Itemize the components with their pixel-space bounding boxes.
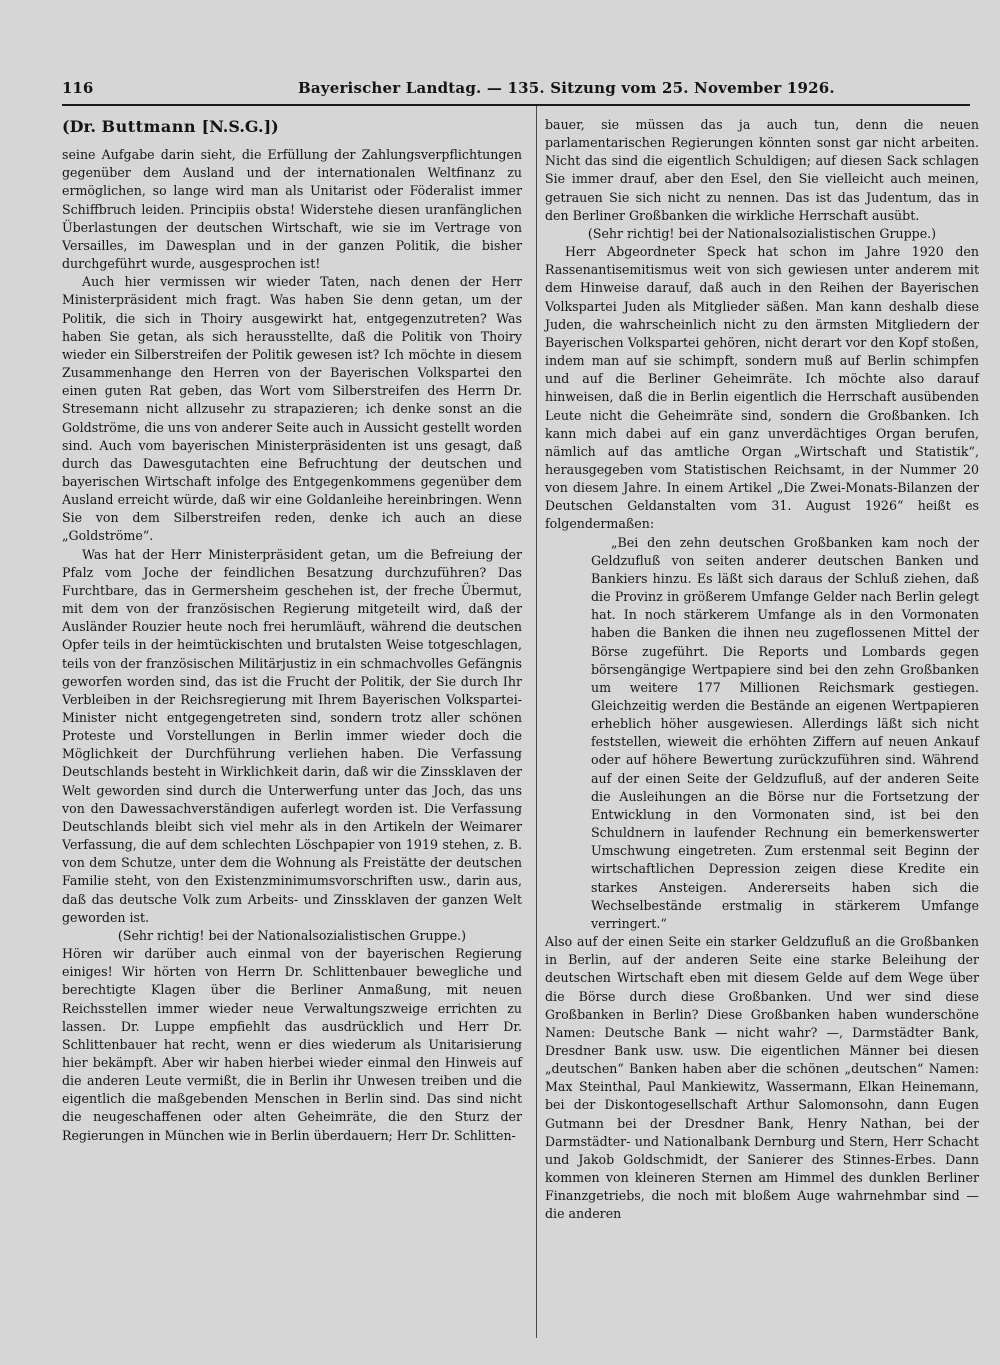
- interjection: (Sehr richtig! bei der Nationalsozialistischen Gruppe.): [587, 225, 937, 241]
- speaker-party: [N.S.G.]): [196, 117, 279, 136]
- paragraph: bauer, sie müssen das ja auch tun, denn die neuen parlamentarischen Regierungen könnten sonst gar nicht arbeiten. Nicht das sind die eigentlich Schuldigen; auf diesen Sack schlagen Sie immer drauf, aber den Esel, den Sie vielleicht auch meinen, getrauen Sie sich nicht zu nennen. Das ist das Judentum, das in den Berliner Großbanken die wirkliche Herrschaft ausübt.: [545, 117, 979, 223]
- speaker-heading: [62, 118, 522, 136]
- running-head: [62, 79, 970, 101]
- paragraph: Was hat der Herr Ministerpräsident getan, um die Befreiung der Pfalz vom Joche der feindlichen Besatzung durchzuführen? Das Furchtbare, das in Germersheim geschehen ist, der freche Übermut, mit dem von der französischen Regierung mitgeteilt wird, daß der Ausländer Rouzier heute noch frei herumläuft, während die deutschen Opfer teils in der heimtückischten und brutalsten Weise totgeschlagen, teils von der französischen Militärjustiz in ein schmachvolles Gefängnis geworfen worden sind, das ist die Frucht der Politik, der Sie durch Ihr Verbleiben in der Reichsregierung mit Ihrem Bayerischen Volkspartei-Minister nicht entgegengetreten sind, sondern trotz aller schönen Proteste und Vorstellungen in Berlin immer wieder doch die Möglichkeit der Durchführung verliehen haben. Die Verfassung Deutschlands besteht in Wirklichkeit darin, daß wir die Zinssklaven der Welt geworden sind durch die Unterwerfung unter das Joch, das uns von den Dawessachverständigen auferlegt worden ist. Die Verfassung Deutschlands bleibt sich viel mehr als in den Artikeln der Weimarer Verfassung, die auf dem schlechten Löschpapier von 1919 stehen, z. B. von dem Schutze, unter dem die Wohnung als Freistätte der deutschen Familie steht, von den Existenzminimumsvorschriften usw., darin aus, daß das deutsche Volk zum Arbeits- und Zinssklaven der ganzen Welt geworden ist.: [62, 546, 522, 925]
- column-divider: [536, 106, 537, 1338]
- quotation: [591, 534, 979, 933]
- paragraph: Also auf der einen Seite ein starker Geldzufluß an die Großbanken in Berlin, auf der anderen Seite eine starke Beleihung der deutschen Wirtschaft eben mit diesem Gelde auf dem Wege über die Börse durch diese Großbanken. Und wer sind diese Großbanken in Berlin? Diese Großbanken haben wunderschöne Namen: Deutsche Bank — nicht wahr? —, Darmstädter Bank, Dresdner Bank usw. usw. Die eigentlichen Männer bei diesen „deutschen“ Banken haben aber die schönen „deutschen“ Namen: Max Steinthal, Paul Mankiewitz, Wassermann, Elkan Heinemann, bei der Diskontogesellschaft Arthur Salomonsohn, dann Eugen Gutmann bei der Dresdner Bank, Henry Nathan, bei der Darmstädter- und Nationalbank Dernburg und Stern, Herr Schacht und Jakob Goldschmidt, der Sanierer des Stinnes-Erbes. Dann kommen von kleineren Sternen am Himmel des dunklen Berliner Finanzgetriebs, die noch mit bloßem Auge wahrnehmbar sind — die anderen: [545, 934, 979, 1222]
- header-rule: [62, 104, 970, 106]
- speaker-name: Buttmann: [101, 117, 197, 136]
- speaker-open: (Dr.: [62, 117, 102, 136]
- running-title: Bayerischer Landtag. — 135. Sitzung vom 25. November 1926.: [298, 79, 835, 97]
- interjection: (Sehr richtig! bei der Nationalsozialistischen Gruppe.): [117, 927, 467, 943]
- paragraph: Auch hier vermissen wir wieder Taten, nach denen der Herr Ministerpräsident mich fragt. Was haben Sie denn getan, um der Politik, die sich in Thoiry ausgewirkt hat, entgegenzutreten? Was haben Sie getan, als sich herausstellte, daß die Politik von Thoiry wieder ein Silberstreifen der Politik gewesen ist? Ich möchte in diesem Zusammenhange den Herren von der Bayerischen Volkspartei den einen guten Rat geben, das Wort vom Silberstreifen des Herrn Dr. Stresemann nicht allzusehr zu strapazieren; ich denke sonst an die Goldströme, die uns von anderer Seite auch in Aussicht gestellt worden sind. Auch vom bayerischen Ministerpräsidenten ist uns gesagt, daß durch das Dawesgutachten eine Befruchtung der deutschen und bayerischen Wirtschaft infolge des Entgegenkommens gegenüber dem Ausland erreicht würde, daß wir eine Goldanleihe hereinbringen. Wenn Sie von dem Silberstreifen reden, denke ich auch an diese „Goldströme“.: [62, 274, 522, 544]
- page-number: 116: [62, 79, 94, 97]
- paragraph: Herr Abgeordneter Speck hat schon im Jahre 1920 den Rassenantisemitismus weit von sich gewiesen unter anderem mit dem Hinweise darauf, daß auch in den Reihen der Bayerischen Volkspartei Juden als Mitglieder säßen. Man kann deshalb diese Juden, die wahrscheinlich nicht zu den ärmsten Mitgliedern der Bayerischen Volkspartei gehören, nicht derart vor den Kopf stoßen, indem man auf sie schimpft, sondern muß auf Berlin schimpfen und auf die Berliner Geheimräte. Ich möchte also darauf hinweisen, daß die in Berlin eigentlich die Herrschaft ausübenden Leute nicht die Geheimräte sind, sondern die Großbanken. Ich kann mich dabei auf ein ganz unverdächtiges Organ berufen, nämlich auf das amtliche Organ „Wirtschaft und Statistik“, herausgegeben vom Statistischen Reichsamt, in der Nummer 20 von diesem Jahre. In einem Artikel „Die Zwei-Monats-Bilanzen der Deutschen Geldanstalten vom 31. August 1926“ heißt es folgendermaßen:: [545, 244, 979, 532]
- right-column: [545, 116, 979, 1224]
- paragraph: Hören wir darüber auch einmal von der bayerischen Regierung einiges! Wir hörten von Herrn Dr. Schlittenbauer bewegliche und berechtigte Klagen über die Berliner Anmaßung, mit neuen Reichsstellen immer wieder neue Verwaltungszweige errichten zu lassen. Dr. Luppe empfiehlt das ausdrücklich und Herr Dr. Schlittenbauer hat recht, wenn er dies wiederum als Unitarisierung hier bekämpft. Aber wir haben hierbei wieder einmal den Hinweis auf die anderen Leute vermißt, die in Berlin ihr Unwesen treiben und die eigentlich die maßgebenden Menschen in Berlin sind. Das sind nicht die neugeschaffenen oder alten Geheimräte, die den Sturz der Regierungen in München wie in Berlin überdauern; Herr Dr. Schlitten-: [62, 946, 522, 1143]
- left-column: [62, 116, 522, 1145]
- quotation-text: „Bei den zehn deutschen Großbanken kam noch der Geldzufluß von seiten anderer deutschen Banken und Bankiers hinzu. Es läßt sich daraus der Schluß ziehen, daß die Provinz in größerem Umfange Gelder nach Berlin gelegt hat. In noch stärkerem Umfange als in den Vormonaten haben die Banken die ihnen neu zugeflossenen Mittel der Börse zugeführt. Die Reports und Lombards gegen börsengängige Wertpapiere sind bei den zehn Großbanken um weitere 177 Millionen Reichsmark gestiegen. Gleichzeitig werden die Bestände an eigenen Wertpapieren erheblich höher ausgewiesen. Allerdings läßt sich nicht feststellen, wieweit die erhöhten Ziffern auf neuen Ankauf oder auf höhere Bewertung zurückzuführen sind. Während auf der einen Seite der Geldzufluß, auf der anderen Seite die Ausleihungen an die Börse nur die Fortsetzung der Entwicklung in den Vormonaten sind, ist bei den Schuldnern in laufender Rechnung ein bemerkenswerter Umschwung eingetreten. Zum erstenmal seit Beginn der wirtschaftlichen Depression zeigen diese Kredite ein starkes Ansteigen. Andererseits haben sich die Wechselbestände erstmalig in stärkerem Umfange verringert.“: [591, 534, 979, 931]
- paragraph: seine Aufgabe darin sieht, die Erfüllung der Zahlungsverpflichtungen gegenüber dem Ausland und der internationalen Weltfinanz zu ermöglichen, so lange wird man als Unitarist oder Föderalist immer Schiffbruch leiden. Principiis obsta! Widerstehe diesen uranfänglichen Überlastungen der deutschen Wirtschaft, wie sie im Vertrage von Versailles, im Dawesplan und in der ganzen Politik, die bisher durchgeführt wurde, ausgesprochen ist!: [62, 147, 522, 272]
